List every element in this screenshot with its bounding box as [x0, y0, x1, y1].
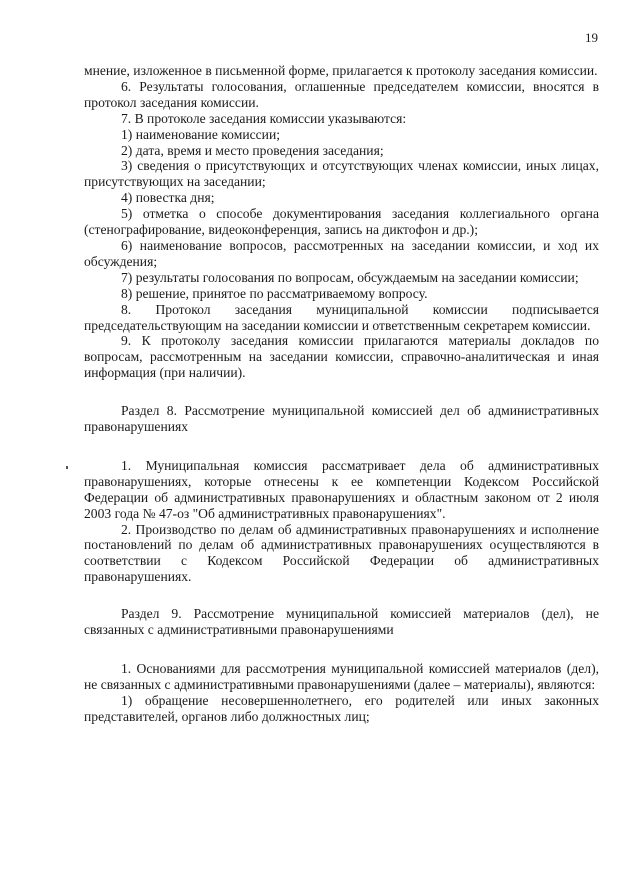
paragraph: 5) отметка о способе документирования заседания коллегиального органа (стенографирование, видеоконференция, запись на диктофон и др.); — [84, 206, 599, 238]
section-spacer — [84, 585, 599, 606]
paragraph: 3) сведения о присутствующих и отсутствующих членах комиссии, иных лицах, присутствующих на заседании; — [84, 158, 599, 190]
paragraph: 2) дата, время и место проведения заседания; — [121, 142, 384, 158]
document-body — [84, 63, 599, 725]
paragraph: 9. К протоколу заседания комиссии прилагаются материалы докладов по вопросам, рассмотренным на заседании комиссии, справочно-аналитическая и иная информация (при наличии). — [84, 333, 599, 381]
paragraph: 7) результаты голосования по вопросам, обсуждаемым на заседании комиссии; — [121, 269, 579, 285]
paragraph: 4) повестка дня; — [121, 190, 215, 206]
paragraph: 2. Производство по делам об административных правонарушениях и исполнение постановлений по делам об административных правонарушениях осуществляются в соответствии с Кодексом Российской Федерации об административных правонарушениях. — [84, 521, 599, 585]
paragraph: 7. В протоколе заседания комиссии указываются: — [121, 110, 407, 126]
paragraph: 1. Основаниями для рассмотрения муниципальной комиссией материалов (дел), не связанных с административными правонарушениями (далее – материалы), являются: — [84, 661, 599, 692]
paragraph: 8. Протокол заседания муниципальной комиссии подписывается председательствующим на заседании комиссии и ответственным секретарем комиссии. — [84, 301, 599, 333]
section-spacer — [84, 435, 599, 458]
paragraph: мнение, изложенное в письменной форме, прилагается к протоколу заседания комиссии. — [84, 63, 598, 78]
paragraph: 8) решение, принятое по рассматриваемому вопросу. — [121, 285, 428, 301]
section-heading: Раздел 9. Рассмотрение муниципальной комиссией материалов (дел), не связанных с административными правонарушениями — [84, 606, 599, 638]
paragraph: 6. Результаты голосования, оглашенные председателем комиссии, вносятся в протокол заседания комиссии. — [84, 78, 599, 110]
paragraph: 1) обращение несовершеннолетнего, его родителей или иных законных представителей, органов либо должностных лиц; — [84, 692, 599, 724]
section-spacer — [84, 638, 599, 661]
paragraph: 1. Муниципальная комиссия рассматривает дела об административных правонарушениях, которые отнесены к ее компетенции Кодексом Российской Федерации об административных правонарушениях и областным законом от 2 июля 2003 года № 47-оз "Об административных правонарушениях". — [84, 457, 599, 521]
paragraph: 6) наименование вопросов, рассмотренных на заседании комиссии, и ход их обсуждения; — [84, 237, 599, 269]
paragraph: 1) наименование комиссии; — [121, 126, 280, 142]
page-number: 19 — [585, 30, 598, 45]
scan-mark — [66, 466, 68, 469]
section-spacer — [84, 381, 599, 403]
section-heading: Раздел 8. Рассмотрение муниципальной комиссией дел об административных правонарушениях — [84, 403, 599, 435]
